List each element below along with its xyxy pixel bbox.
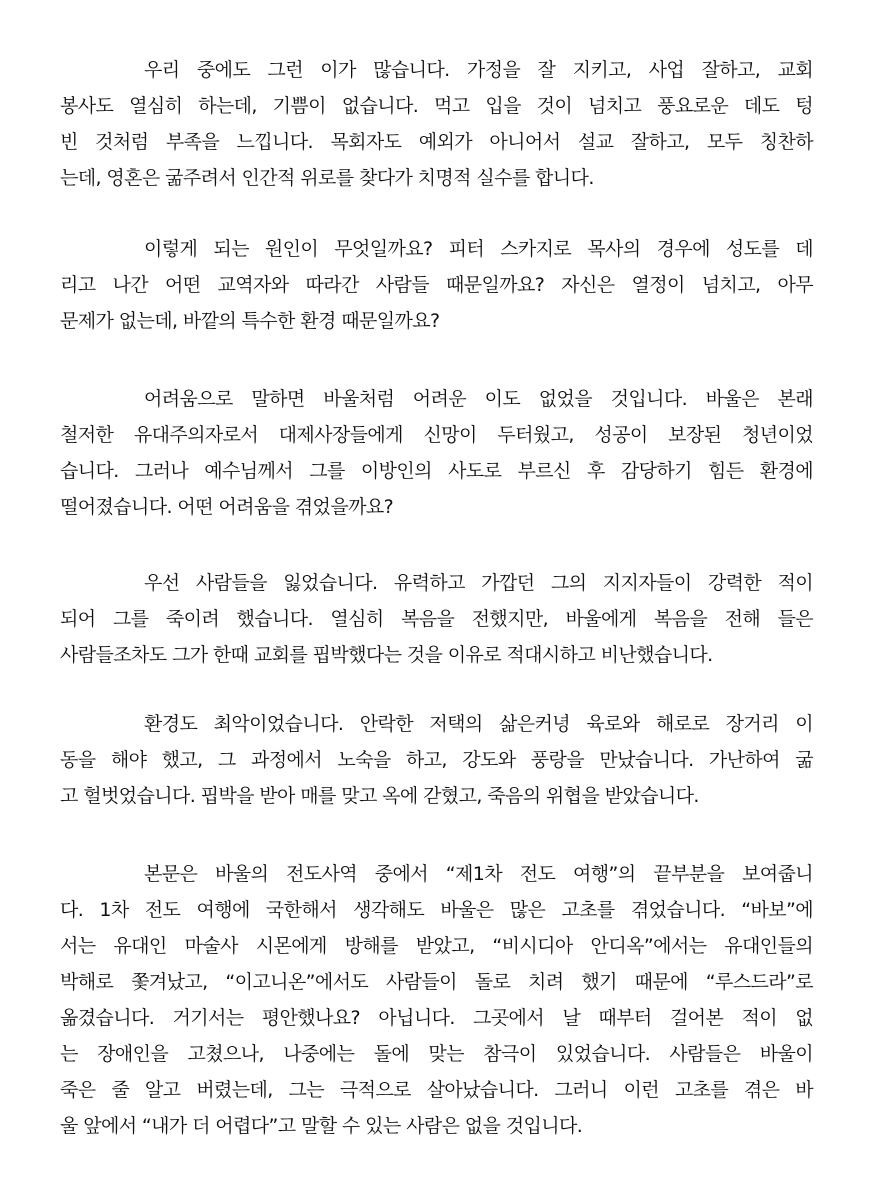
text-line: 는 장애인을 고쳤으나, 나중에는 돌에 맞는 참극이 있었습니다. 사람들은 바울이 <box>60 1043 813 1065</box>
text-line: 서는 유대인 마술사 시몬에게 방해를 받았고, “비시디아 안디옥”에서는 유대인들의 <box>60 935 813 957</box>
text-line: 박해로 쫓겨났고, “이고니온”에서도 사람들이 돌로 치려 했기 때문에 “루스드라”로 <box>60 971 813 993</box>
text-line: 우선 사람들을 잃었습니다. 유력하고 가깝던 그의 지지자들이 강력한 적이 <box>144 572 813 594</box>
paragraph-3 <box>60 381 813 525</box>
text-line: 는데, 영혼은 굶주려서 인간적 위로를 찾다가 치명적 실수를 합니다. <box>60 167 594 189</box>
text-line: 철저한 유대주의자로서 대제사장들에게 신망이 두터웠고, 성공이 보장된 청년이었 <box>60 424 813 446</box>
text-line: 다. 1차 전도 여행에 국한해서 생각해도 바울은 많은 고초를 겪었습니다. “바보”에 <box>60 899 813 921</box>
paragraph-5 <box>60 706 813 814</box>
text-line: 울 앞에서 “내가 더 어렵다”고 말할 수 있는 사람은 없을 것입니다. <box>60 1115 583 1137</box>
paragraph-6 <box>60 856 813 1144</box>
text-line: 문제가 없는데, 바깥의 특수한 환경 때문일까요? <box>60 310 440 332</box>
text-line: 동을 해야 했고, 그 과정에서 노숙을 하고, 강도와 풍랑을 만났습니다. 가난하여 굶 <box>60 749 813 771</box>
text-line: 죽은 줄 알고 버렸는데, 그는 극적으로 살아났습니다. 그러니 이런 고초를 겪은 바 <box>60 1079 813 1101</box>
text-line: 습니다. 그러나 예수님께서 그를 이방인의 사도로 부르신 후 감당하기 힘든 환경에 <box>60 460 813 482</box>
text-line: 빈 것처럼 부족을 느낍니다. 목회자도 예외가 아니어서 설교 잘하고, 모두 칭찬하 <box>60 131 813 153</box>
text-line: 리고 나간 어떤 교역자와 따라간 사람들 때문일까요? 자신은 열정이 넘치고, 아무 <box>60 274 813 296</box>
text-line: 본문은 바울의 전도사역 중에서 “제1차 전도 여행”의 끝부분을 보여줍니 <box>144 863 813 885</box>
text-line: 옮겼습니다. 거기서는 평안했나요? 아닙니다. 그곳에서 날 때부터 걸어본 적이 없 <box>60 1007 813 1029</box>
paragraph-1 <box>60 52 813 196</box>
text-line: 되어 그를 죽이려 했습니다. 열심히 복음을 전했지만, 바울에게 복음을 전해 들은 <box>60 608 813 630</box>
text-line: 어려움으로 말하면 바울처럼 어려운 이도 없었을 것입니다. 바울은 본래 <box>144 388 813 410</box>
text-line: 봉사도 열심히 하는데, 기쁨이 없습니다. 먹고 입을 것이 넘치고 풍요로운 데도 텅 <box>60 95 813 117</box>
text-line: 사람들조차도 그가 한때 교회를 핍박했다는 것을 이유로 적대시하고 비난했습니다. <box>60 644 713 666</box>
paragraph-2 <box>60 231 813 339</box>
text-line: 떨어졌습니다. 어떤 어려움을 겪었을까요? <box>60 496 394 518</box>
text-line: 환경도 최악이었습니다. 안락한 저택의 삶은커녕 육로와 해로로 장거리 이 <box>144 713 813 735</box>
text-line: 우리 중에도 그런 이가 많습니다. 가정을 잘 지키고, 사업 잘하고, 교회 <box>144 59 813 81</box>
paragraph-4 <box>60 565 813 673</box>
text-line: 이렇게 되는 원인이 무엇일까요? 피터 스카지로 목사의 경우에 성도를 데 <box>144 238 813 260</box>
text-line: 고 헐벗었습니다. 핍박을 받아 매를 맞고 옥에 갇혔고, 죽음의 위협을 받았습니다. <box>60 785 699 807</box>
